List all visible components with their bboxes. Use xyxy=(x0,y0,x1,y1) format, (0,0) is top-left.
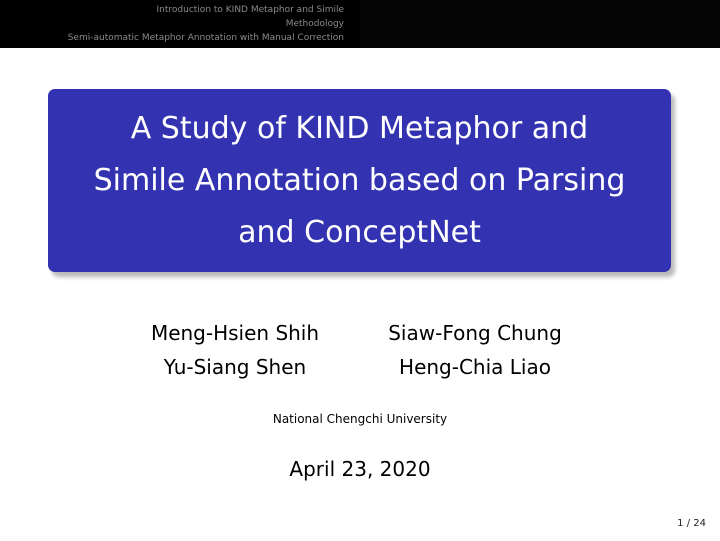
author-list xyxy=(135,316,595,384)
author-name: Heng-Chia Liao xyxy=(399,355,551,379)
title-line: Simile Annotation based on Parsing xyxy=(93,162,626,198)
header-bar xyxy=(0,0,720,48)
nav-section-introduction[interactable]: Introduction to KIND Metaphor and Simile xyxy=(156,5,344,15)
title-line: A Study of KIND Metaphor and xyxy=(130,110,589,146)
section-list xyxy=(68,3,344,45)
title-line: and ConceptNet xyxy=(238,214,481,250)
nav-section-annotation[interactable]: Semi-automatic Metaphor Annotation with Manual Correction xyxy=(67,33,344,43)
subsection-navigation xyxy=(360,0,720,48)
page-number: 1 / 24 xyxy=(677,518,706,529)
institute: National Chengchi University xyxy=(272,412,448,426)
title-box xyxy=(48,89,671,272)
section-navigation xyxy=(0,0,360,48)
author-name: Meng-Hsien Shih xyxy=(150,321,320,345)
author-name: Siaw-Fong Chung xyxy=(388,321,562,345)
author-name: Yu-Siang Shen xyxy=(163,355,307,379)
presentation-date: April 23, 2020 xyxy=(289,457,431,481)
nav-section-methodology[interactable]: Methodology xyxy=(285,19,344,29)
